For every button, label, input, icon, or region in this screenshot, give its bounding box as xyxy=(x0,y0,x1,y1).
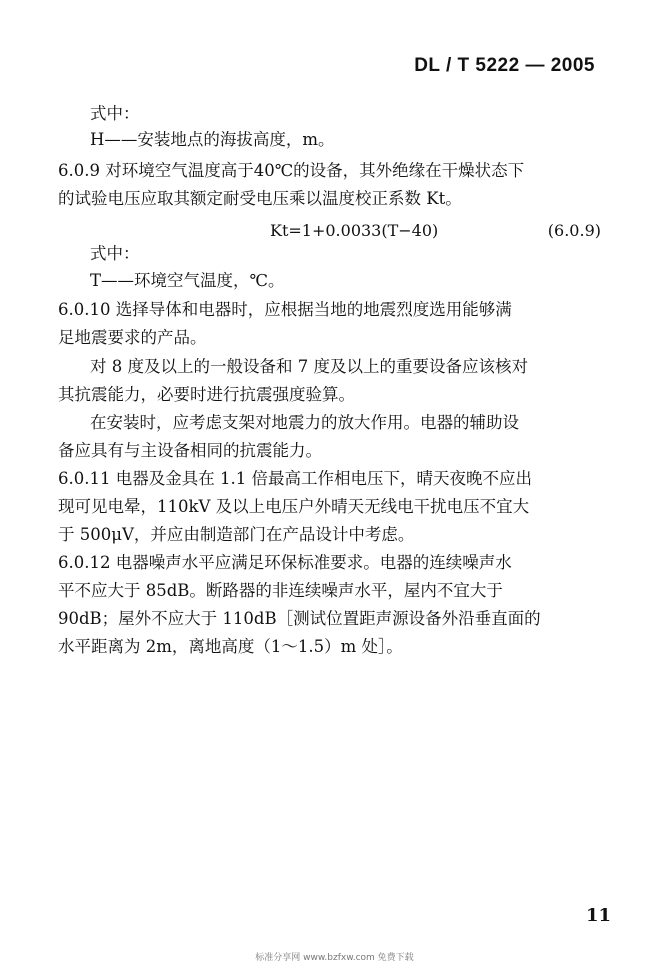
standard-code: DL / T 5222 — 2005 xyxy=(414,55,595,76)
page-number: 11 xyxy=(585,905,611,926)
definition-line: T——环境空气温度，℃。 xyxy=(90,271,285,290)
clause-line: 平不应大于 85dB。断路器的非连续噪声水平，屋内不宜大于 xyxy=(58,581,503,600)
paragraph-line: 在安装时，应考虑支架对地震力的放大作用。电器的辅助设 xyxy=(90,413,519,432)
clause-line: 的试验电压应取其额定耐受电压乘以温度校正系数 Kt。 xyxy=(58,189,462,208)
paragraph-line: 备应具有与主设备相同的抗震能力。 xyxy=(58,441,322,460)
clause-line: 6.0.10 选择导体和电器时，应根据当地的地震烈度选用能够满 xyxy=(58,300,512,319)
paragraph-line: 其抗震能力，必要时进行抗震强度验算。 xyxy=(58,385,355,404)
equation-number: (6.0.9) xyxy=(547,221,601,240)
clause-line: 现可见电晕，110kV 及以上电压户外晴天无线电干扰电压不宜大 xyxy=(58,497,530,516)
paragraph-line: 对 8 度及以上的一般设备和 7 度及以上的重要设备应该核对 xyxy=(90,357,528,376)
where-label: 式中： xyxy=(90,244,140,263)
where-label: 式中： xyxy=(90,104,140,123)
clause-line: 6.0.12 电器噪声水平应满足环保标准要求。电器的连续噪声水 xyxy=(58,553,512,572)
clause-line: 于 500μV，并应由制造部门在产品设计中考虑。 xyxy=(58,525,415,544)
clause-line: 90dB；屋外不应大于 110dB［测试位置距声源设备外沿垂直面的 xyxy=(58,609,541,628)
equation: Kt=1+0.0033(T−40) xyxy=(270,221,439,240)
clause-line: 6.0.9 对环境空气温度高于40℃的设备，其外绝缘在干燥状态下 xyxy=(58,161,525,180)
clause-line: 足地震要求的产品。 xyxy=(58,328,207,347)
clause-line: 6.0.11 电器及金具在 1.1 倍最高工作相电压下，晴天夜晚不应出 xyxy=(58,469,532,488)
clause-line: 水平距离为 2m，离地高度（1～1.5）m 处］。 xyxy=(58,637,403,656)
footer-watermark: 标准分享网 www.bzfxw.com 免费下载 xyxy=(255,953,414,963)
definition-line: H——安装地点的海拔高度，m。 xyxy=(90,130,335,149)
